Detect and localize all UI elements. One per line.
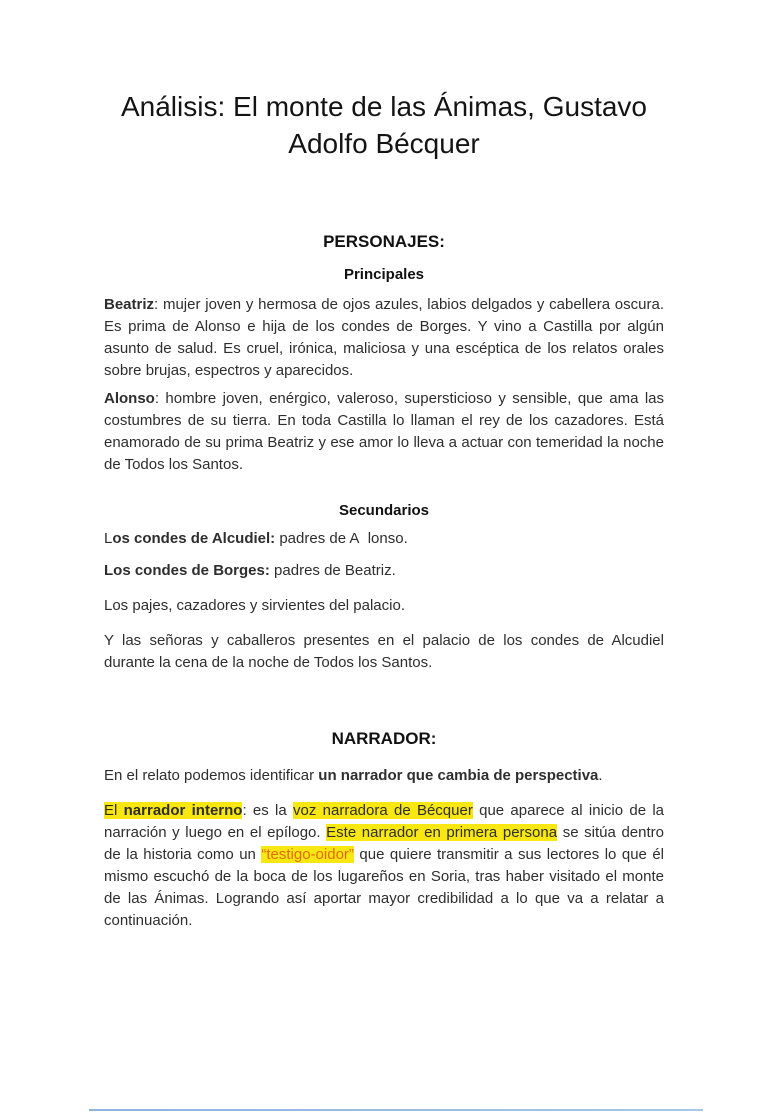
text-segment: que aparece al inicio de la narración y luego en el epílogo. [104, 802, 665, 841]
text-segment: : hombre joven, enérgico, valeroso, supersticioso y sensible, que ama las costumbres de su tierra. En toda Castilla lo llaman el rey de los cazadores. Está enamorado de su prima Beatriz y ese amor lo lleva a actuar con temeridad la noche de Todos los Santos. [104, 390, 664, 473]
text-segment: L [104, 530, 113, 547]
document-title-line-2: Adolfo Bécquer [288, 128, 480, 159]
text-segment: os condes de Alcudiel: [112, 530, 276, 547]
bottom-accent-rule [89, 1109, 703, 1111]
paragraph-beatriz [104, 294, 664, 382]
section-heading-personajes: PERSONAJES: [323, 232, 445, 251]
text-segment: que quiere transmitir a sus lectores lo que él mismo escuchó de la boca de los lugareños en Soria, tras haber visitado el monte de las Ánimas. Logrando así aportar mayor credibilidad a lo que va a relatar a continuación. [104, 846, 665, 929]
text-segment: “testigo-oidor” [261, 846, 354, 863]
text-segment: un narrador que cambia de perspectiva [318, 767, 599, 784]
line-condes-borges [104, 560, 664, 582]
text-segment: Alonso [104, 390, 155, 407]
document-title-line-1: Análisis: El monte de las Ánimas, Gustavo [120, 91, 647, 122]
paragraph-senoras [104, 630, 664, 674]
text-segment: Los condes de Borges: [104, 562, 270, 579]
paragraph-narrador [104, 800, 664, 932]
paragraph-alonso [104, 388, 664, 476]
text-segment: se sitúa dentro de la historia como un [104, 824, 664, 863]
line-narrador-intro [104, 765, 664, 787]
text-segment: Este narrador en primera persona [326, 824, 558, 841]
text-segment: Y las señoras y caballeros presentes en el palacio de los condes de Alcudiel durante la cena de la noche de Todos los Santos. [104, 632, 664, 671]
text-segment: : mujer joven y hermosa de ojos azules, labios delgados y cabellera oscura. Es prima de Alonso e hija de los condes de Borges. Y vino a Castilla por algún asunto de salud. Es cruel, irónica, maliciosa y una escéptica de los relatos orales sobre brujas, espectros y aparecidos. [104, 296, 664, 379]
text-segment: padres de A lonso. [275, 530, 408, 547]
document-content [0, 88, 768, 932]
subsection-heading-secundarios: Secundarios [338, 502, 430, 519]
document-title [104, 88, 664, 162]
document-page [0, 88, 768, 1112]
text-segment: padres de Beatriz. [269, 562, 396, 579]
text-segment: Beatriz [104, 296, 155, 313]
text-segment: Los pajes, cazadores y sirvientes del palacio. [104, 597, 405, 614]
section-heading-narrador: NARRADOR: [331, 729, 437, 748]
subsection-heading-principales: Principales [343, 266, 425, 283]
text-segment: narrador interno [123, 802, 243, 819]
text-segment: El [104, 802, 124, 819]
text-segment: . [598, 767, 603, 784]
text-segment: : es la [242, 802, 294, 819]
line-condes-alcudiel [104, 528, 664, 550]
text-segment: En el relato podemos identificar [104, 767, 319, 784]
line-pajes [104, 595, 664, 617]
text-segment: voz narradora de Bécquer [293, 802, 473, 819]
